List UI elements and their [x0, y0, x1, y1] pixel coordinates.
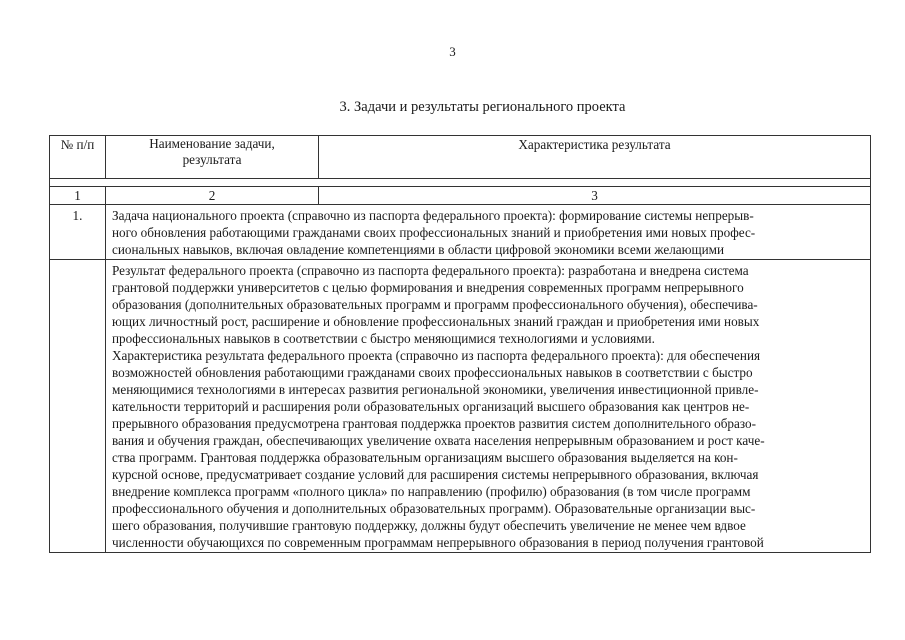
tasks-results-table — [49, 135, 871, 553]
characteristic-line: кательности территорий и расширения роли образовательных организаций высшего образования как центров не- — [112, 399, 750, 414]
characteristic-line: вания и обучения граждан, обеспечивающих увеличение охвата населения непрерывным образованием и рост каче- — [112, 433, 765, 448]
result-line: профессиональных навыков в соответствии с быстро меняющимися технологиями и условиями. — [112, 331, 655, 346]
table-header-row — [50, 136, 871, 179]
characteristic-line: шего образования, получившие грантовую поддержку, должны будут обеспечить увеличение не менее чем вдвое — [112, 518, 746, 533]
characteristic-line: численности обучающихся по современным программам непрерывного образования в период получения грантовой — [112, 535, 764, 550]
result-line: грантовой поддержки университетов с целью формирования и внедрения современных программ непрерывного — [112, 280, 744, 295]
task-text-line: Задача национального проекта (справочно из паспорта федерального проекта): формирование системы непрерыв- — [112, 208, 754, 223]
header-task-name-line: результата — [182, 152, 242, 167]
characteristic-line: возможностей обновления работающими гражданами своих профессиональных навыков в соответствии с быстро — [112, 365, 753, 380]
characteristic-line: Характеристика результата федерального проекта (справочно из паспорта федерального проекта): для обеспечения — [112, 348, 761, 363]
column-number: 2 — [106, 187, 319, 205]
header-task-name-line: Наименование задачи, — [149, 136, 275, 151]
column-number: 3 — [319, 187, 871, 205]
column-number: 1 — [50, 187, 106, 205]
task-row — [50, 205, 871, 260]
result-number-cell — [50, 260, 106, 553]
result-characteristic-paragraph — [112, 347, 866, 551]
header-gap — [50, 179, 871, 187]
characteristic-line: прерывного образования предусмотрена грантовая поддержка проектов развития систем дополнительного образо- — [112, 416, 756, 431]
column-number-row — [50, 187, 871, 205]
result-text — [106, 260, 871, 553]
result-line: образования (дополнительных образовательных программ и программ профессионального обучения), обеспечива- — [112, 297, 758, 312]
page-number: 3 — [449, 44, 456, 59]
result-line: ющих личностный рост, расширение и обновление профессиональных знаний граждан и приобретения ими новых — [112, 314, 760, 329]
header-gap-cell — [50, 179, 871, 187]
characteristic-line: внедрение комплекса программ «полного цикла» по направлению (профилю) образования (в том числе программ — [112, 484, 751, 499]
header-characteristic: Характеристика результата — [319, 136, 871, 179]
header-number: № п/п — [50, 136, 106, 179]
characteristic-line: профессионального обучения и дополнительных образовательных программ). Образовательные организации выс- — [112, 501, 756, 516]
task-text — [106, 205, 871, 260]
characteristic-line: ства программ. Грантовая поддержка образовательным организациям высшего образования выделяется на кон- — [112, 450, 738, 465]
result-line: Результат федерального проекта (справочно из паспорта федерального проекта): разработана и внедрена система — [112, 263, 749, 278]
federal-result-paragraph — [112, 262, 866, 347]
task-number: 1. — [50, 205, 106, 260]
characteristic-line: меняющимися технологиями в интересах развития региональной экономики, увеличения инвестиционной привле- — [112, 382, 759, 397]
task-text-line: ного обновления работающими гражданами своих профессиональных знаний и приобретения ими новых профес- — [112, 225, 756, 240]
section-title: 3. Задачи и результаты регионального проекта — [339, 99, 626, 115]
task-text-line: сиональных навыков, включая овладение компетенциями в области цифровой экономики всеми желающими — [112, 242, 725, 257]
result-row — [50, 260, 871, 553]
characteristic-line: курсной основе, предусматривает создание условий для расширения системы непрерывного образования, включая — [112, 467, 759, 482]
header-task-name — [106, 136, 319, 179]
